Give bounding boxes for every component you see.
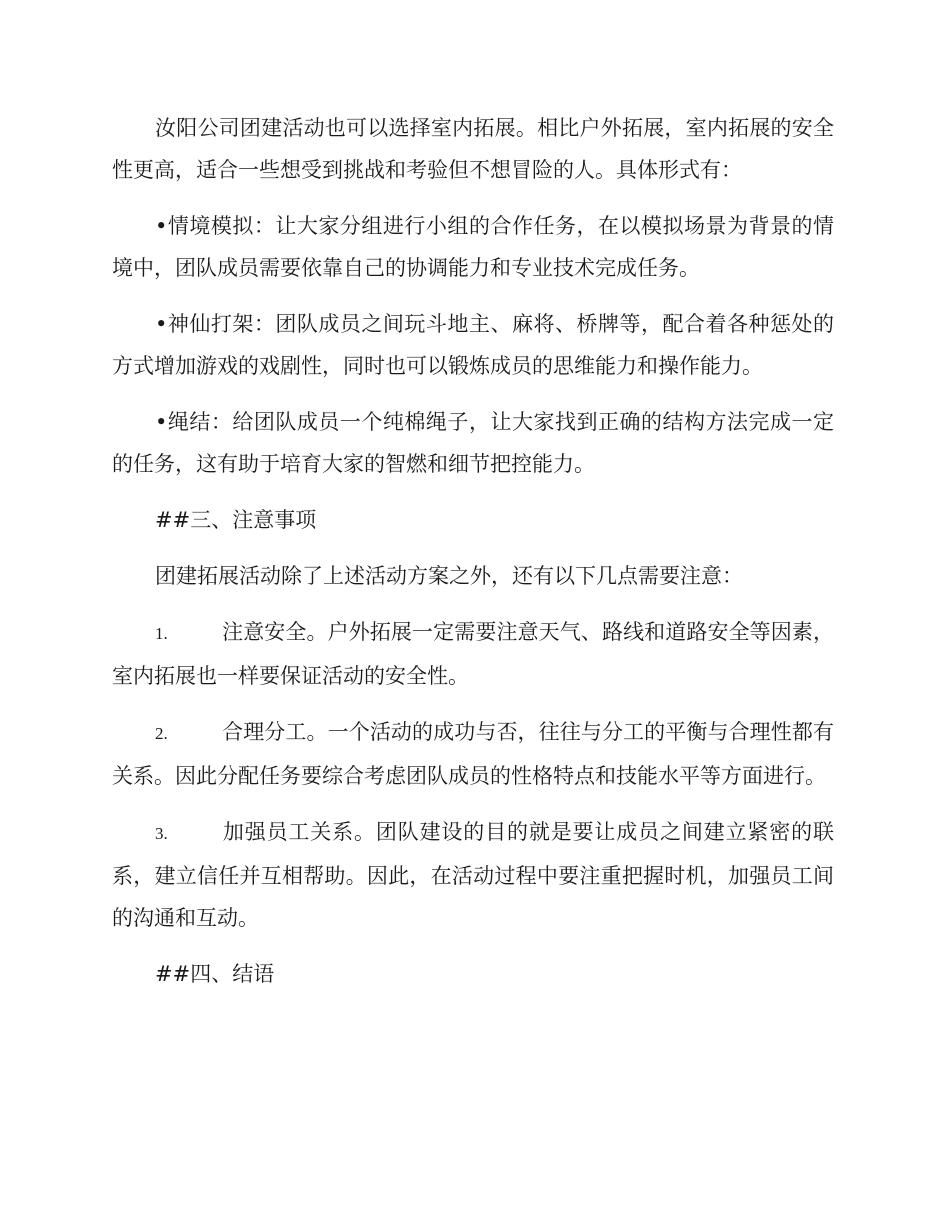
bullet-item-rope-knot: •绳结：给团队成员一个纯棉绳子，让大家找到正确的结构方法完成一定的任务，这有助于培育大家的智燃和细节把控能力。 (112, 410, 834, 476)
item-text: 合理分工。一个活动的成功与否，往往与分工的平衡与合理性都有关系。因此分配任务要综合考虑团队成员的性格特点和技能水平等方面进行。 (112, 720, 834, 788)
bullet-item-card-games: •神仙打架：团队成员之间玩斗地主、麻将、桥牌等，配合着各种惩处的方式增加游戏的戏剧性，同时也可以锻炼成员的思维能力和操作能力。 (112, 312, 834, 378)
precautions-intro: 团建拓展活动除了上述活动方案之外，还有以下几点需要注意： (155, 564, 743, 588)
numbered-item-division-of-labor (112, 711, 834, 797)
item-text: 注意安全。户外拓展一定需要注意天气、路线和道路安全等因素，室内拓展也一样要保证活动的安全性。 (112, 620, 834, 688)
numbered-item-safety (112, 611, 834, 697)
item-number: 3. (155, 824, 168, 843)
item-text: 加强员工关系。团队建设的目的就是要让成员之间建立紧密的联系，建立信任并互相帮助。因此，在活动过程中要注重把握时机，加强员工间的沟通和互动。 (112, 820, 834, 930)
section-heading-conclusion: ##四、结语 (155, 962, 275, 986)
document-body (112, 107, 834, 1009)
section-heading-precautions: ##三、注意事项 (155, 508, 317, 532)
item-number: 1. (155, 624, 168, 643)
item-number: 2. (155, 724, 168, 743)
numbered-item-employee-relations (112, 811, 834, 939)
bullet-item-scenario-simulation: •情境模拟：让大家分组进行小组的合作任务，在以模拟场景为背景的情境中，团队成员需要依靠自己的协调能力和专业技术完成任务。 (112, 214, 834, 280)
intro-paragraph: 汝阳公司团建活动也可以选择室内拓展。相比户外拓展，室内拓展的安全性更高，适合一些想受到挑战和考验但不想冒险的人。具体形式有： (112, 116, 834, 182)
